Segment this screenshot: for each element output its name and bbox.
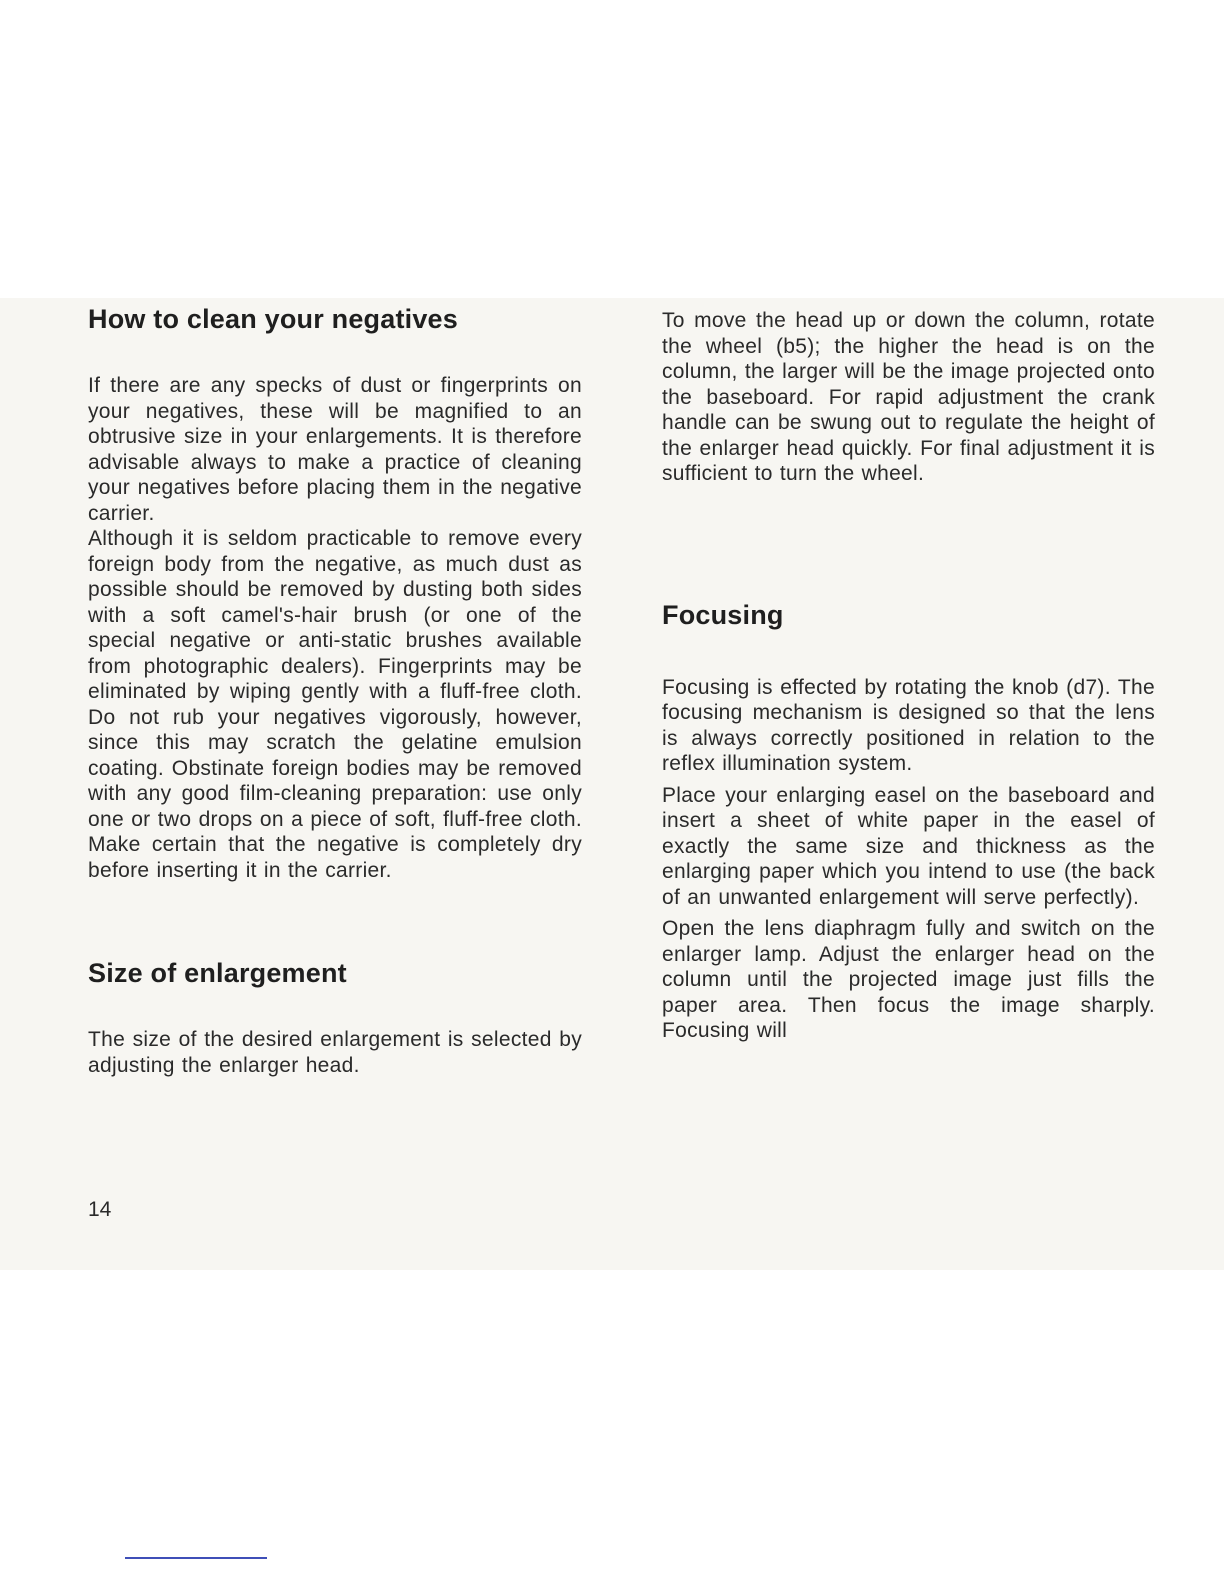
paragraph-focus-2: Place your enlarging easel on the baseboard and insert a sheet of white paper in the easel of exactly the same size and thickness as the enlarging paper which you intend to use (the back of an unwanted enlargement will serve perfectly). <box>662 783 1155 909</box>
paragraph-size: The size of the desired enlargement is selected by adjusting the enlarger head. <box>88 1028 582 1077</box>
link-underline-mark <box>125 1557 267 1559</box>
paragraph-focus-3: Open the lens diaphragm fully and switch on the enlarger lamp. Adjust the enlarger head on the column until the projected image just fills the paper area. Then focus the image sharply. Focusing will <box>662 917 1155 1042</box>
paragraph-focus-1: Focusing is effected by rotating the knob (d7). The focusing mechanism is designed so that the lens is always correctly positioned in relation to the reflex illumination system. <box>662 675 1155 775</box>
scanned-page <box>0 298 1224 1270</box>
paragraph-move-head: To move the head up or down the column, rotate the wheel (b5); the higher the head is on the column, the larger will be the image projected onto the baseboard. For rapid adjustment the crank handle can be swung out to regulate the height of the enlarger head quickly. For final adjustment it is sufficient to turn the wheel. <box>662 309 1155 485</box>
heading-focusing: Focusing <box>662 599 784 630</box>
paragraph-clean-1: If there are any specks of dust or fingerprints on your negatives, these will be magnified to an obtrusive size in your enlargements. It is therefore advisable always to make a practice of cleaning your negatives before placing them in the negative carrier. <box>88 374 582 525</box>
left-column <box>88 298 582 1078</box>
right-column <box>662 298 1155 1044</box>
page-number: 14 <box>88 1198 112 1221</box>
heading-clean-negatives: How to clean your negatives <box>88 304 458 334</box>
heading-size-of-enlargement: Size of enlargement <box>88 958 347 988</box>
paragraph-clean-2: Although it is seldom practicable to remove every foreign body from the negative, as much dust as possible should be removed by dusting both sides with a soft camel's-hair brush (or one of the special negative or anti-static brushes available from photographic dealers). Fingerprints may be eliminated by wiping gently with a fluff-free cloth. Do not rub your negatives vigorously, however, since this may scratch the gelatine emulsion coating. Obstinate foreign bodies may be removed with any good film-cleaning preparation: use only one or two drops on a piece of soft, fluff-free cloth. Make certain that the negative is completely dry before inserting it in the carrier. <box>88 527 582 882</box>
